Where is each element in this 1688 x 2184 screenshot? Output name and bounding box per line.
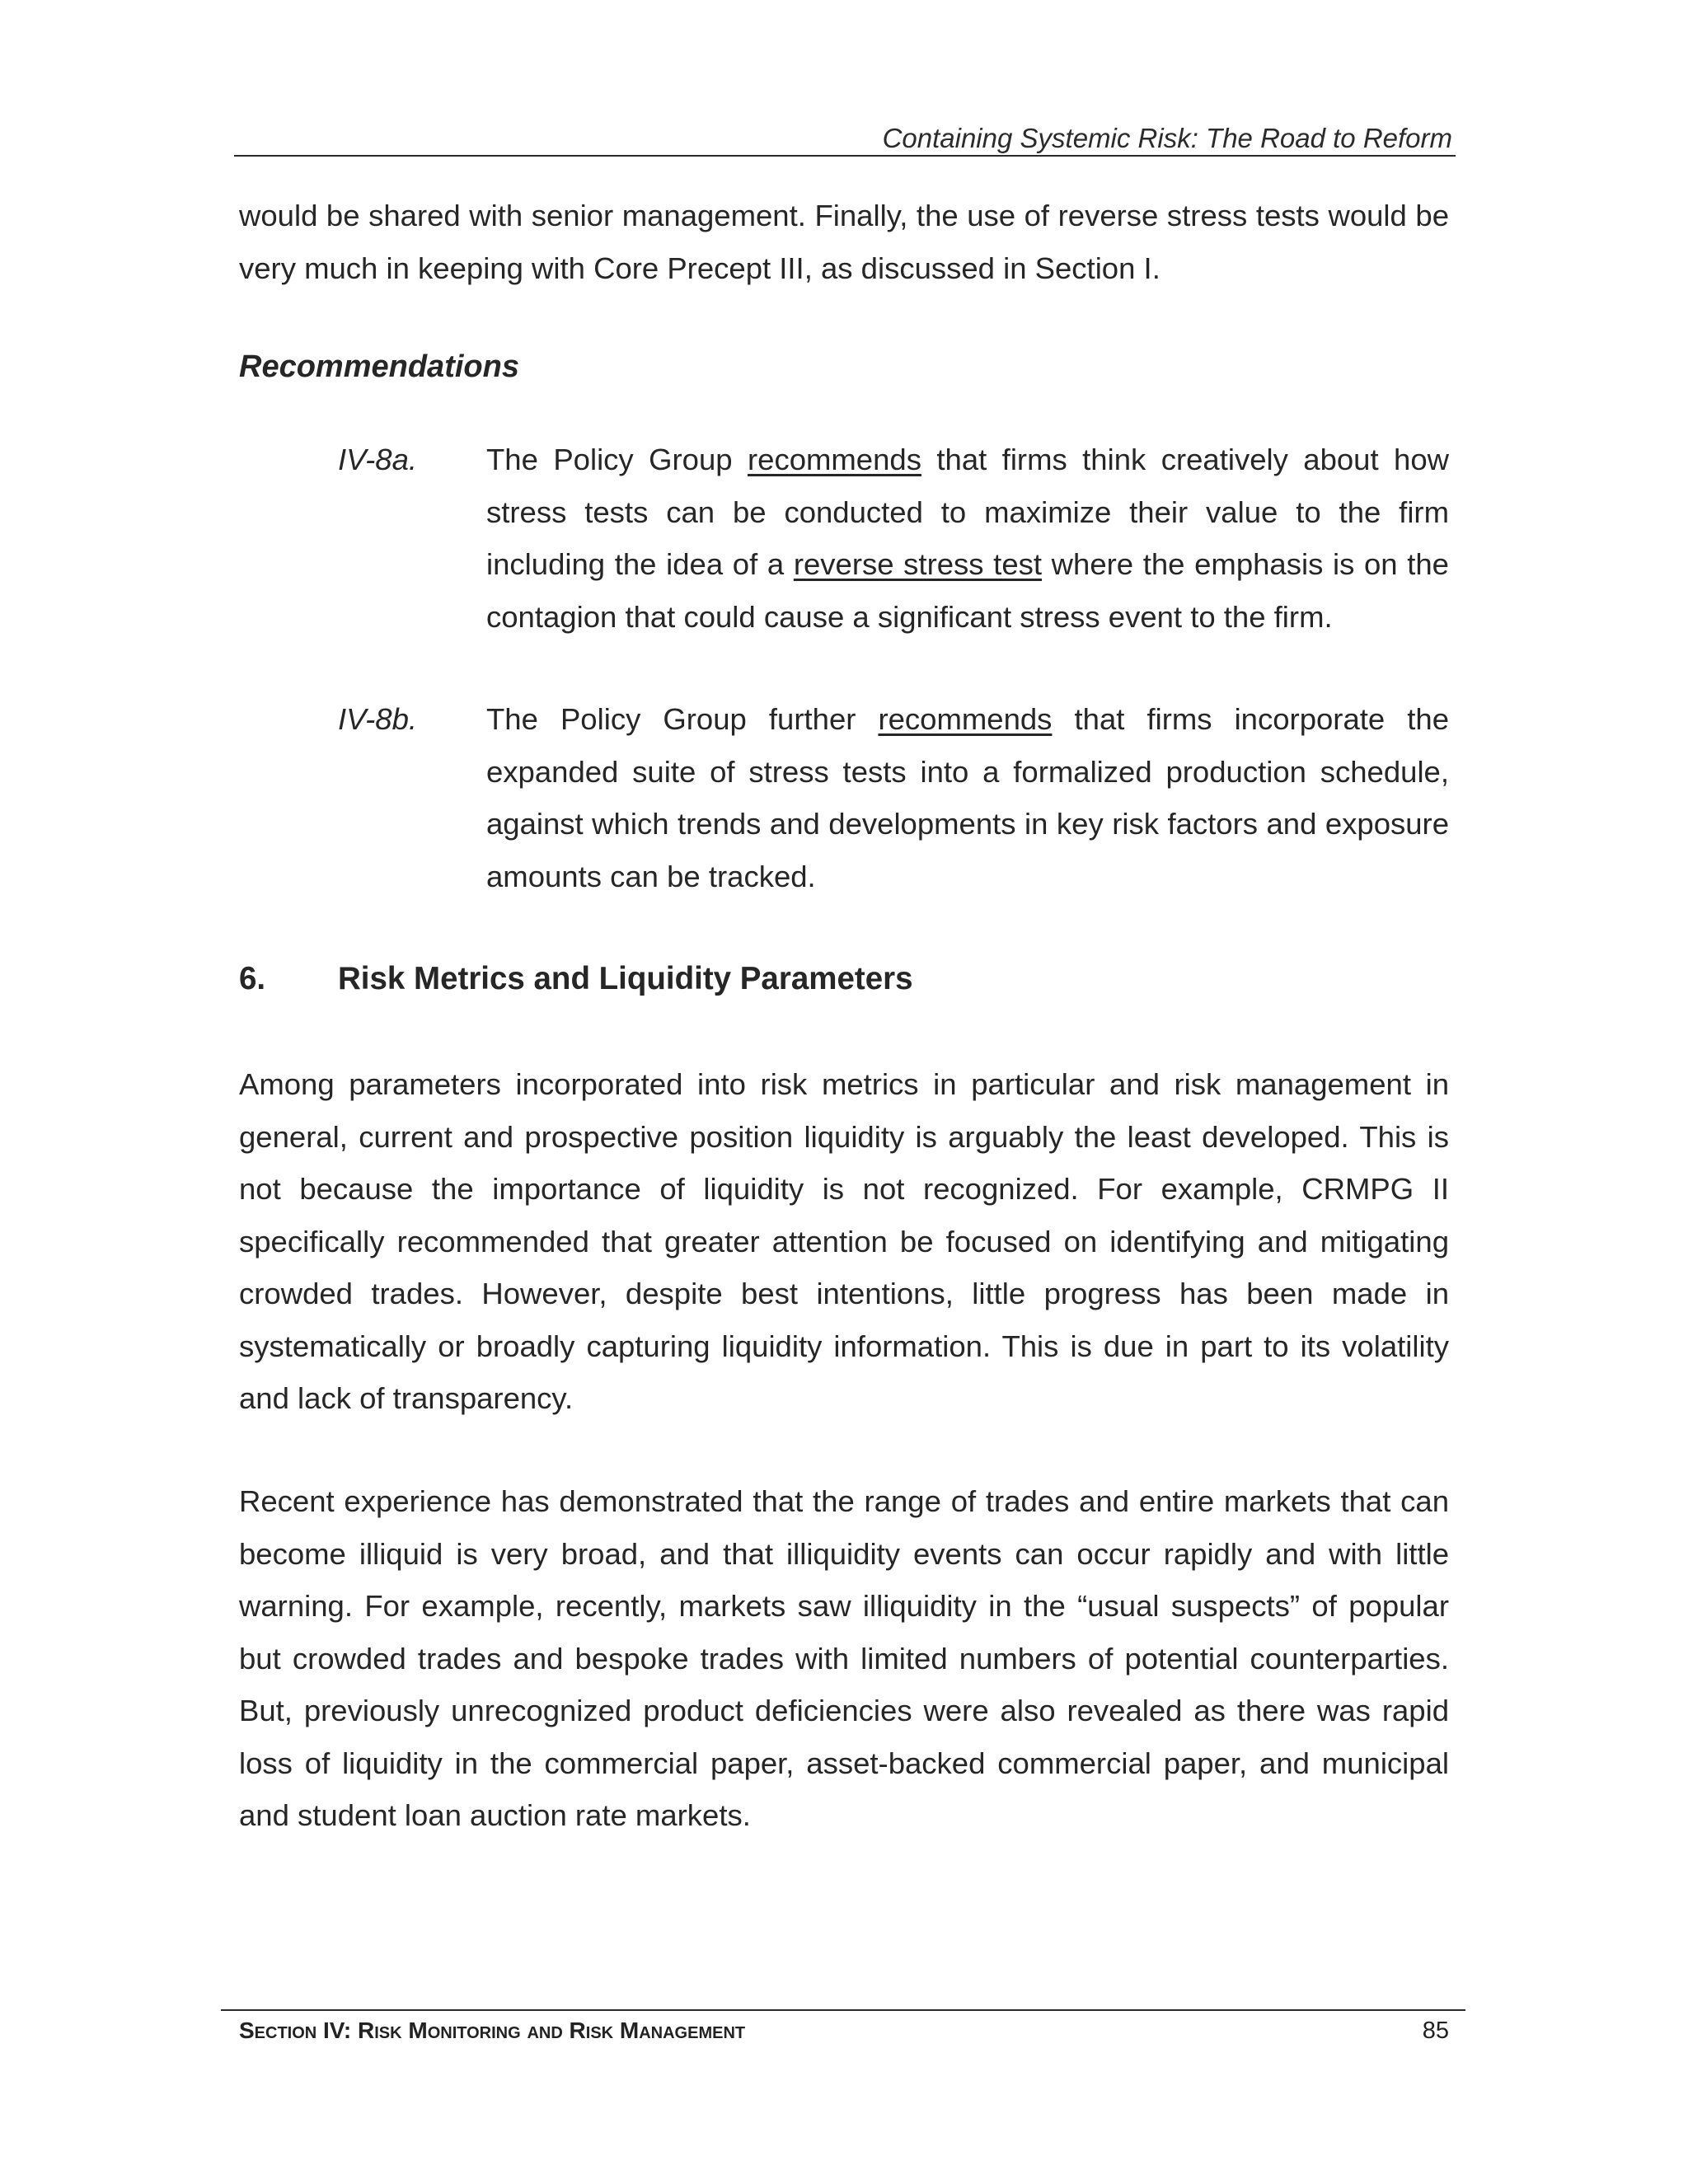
section-number: 6. — [239, 961, 266, 996]
running-header — [234, 122, 1456, 157]
recommendation-text: The Policy Group further recommends that firms incorporate the expanded suite of stress tests into a formalized production schedule, against which trends and developments in key risk factors and exposure amounts can be tracked. — [486, 702, 1449, 893]
body-paragraph: Recent experience has demonstrated that the range of trades and entire markets that can become illiquid is very broad, and that illiquidity events can occur rapidly and with little warning. For example, recently, markets saw illiquidity in the “usual suspects” of popular but crowded trades and bespoke trades with limited numbers of potential counterparties. But, previously unrecognized product deficiencies were also revealed as there was rapid loss of liquidity in the commercial paper, asset-backed commercial paper, and municipal and student loan auction rate markets. — [239, 1484, 1449, 1832]
section-title: Risk Metrics and Liquidity Parameters — [338, 961, 913, 996]
body-paragraph: Among parameters incorporated into risk metrics in particular and risk management in general, current and prospective position liquidity is arguably the least developed. This is not because the importance of liquidity is not recognized. For example, CRMPG II specifically recommended that greater attention be focused on identifying and mitigating crowded trades. However, despite best intentions, little progress has been made in systematically or broadly capturing liquidity information. This is due in part to its volatility and lack of transparency. — [239, 1067, 1449, 1415]
underlined-recommends: recommends — [878, 702, 1053, 736]
recommendation-label: IV-8a. — [338, 443, 418, 476]
page-footer — [221, 2009, 1465, 2044]
underlined-reverse-stress-test: reverse stress test — [793, 547, 1043, 581]
section-heading — [239, 956, 913, 1002]
recommendation-label: IV-8b. — [338, 702, 418, 736]
underlined-recommends: recommends — [747, 443, 921, 476]
recommendation-text: The Policy Group recommends that firms think creatively about how stress tests can be conducted to maximize their value to the firm including the idea of a reverse stress test where the emphasis is on the contagion that could cause a significant stress event to the firm. — [486, 443, 1449, 634]
page-number: 85 — [1422, 2018, 1449, 2044]
recommendations-heading: Recommendations — [239, 349, 519, 384]
running-header-title: Containing Systemic Risk: The Road to Reform — [882, 123, 1452, 153]
intro-paragraph: would be shared with senior management. Finally, the use of reverse stress tests would be very much in keeping with Core Precept III, as discussed in Section I. — [239, 199, 1449, 285]
footer-section-label: Section IV: Risk Monitoring and Risk Management — [239, 2018, 746, 2043]
